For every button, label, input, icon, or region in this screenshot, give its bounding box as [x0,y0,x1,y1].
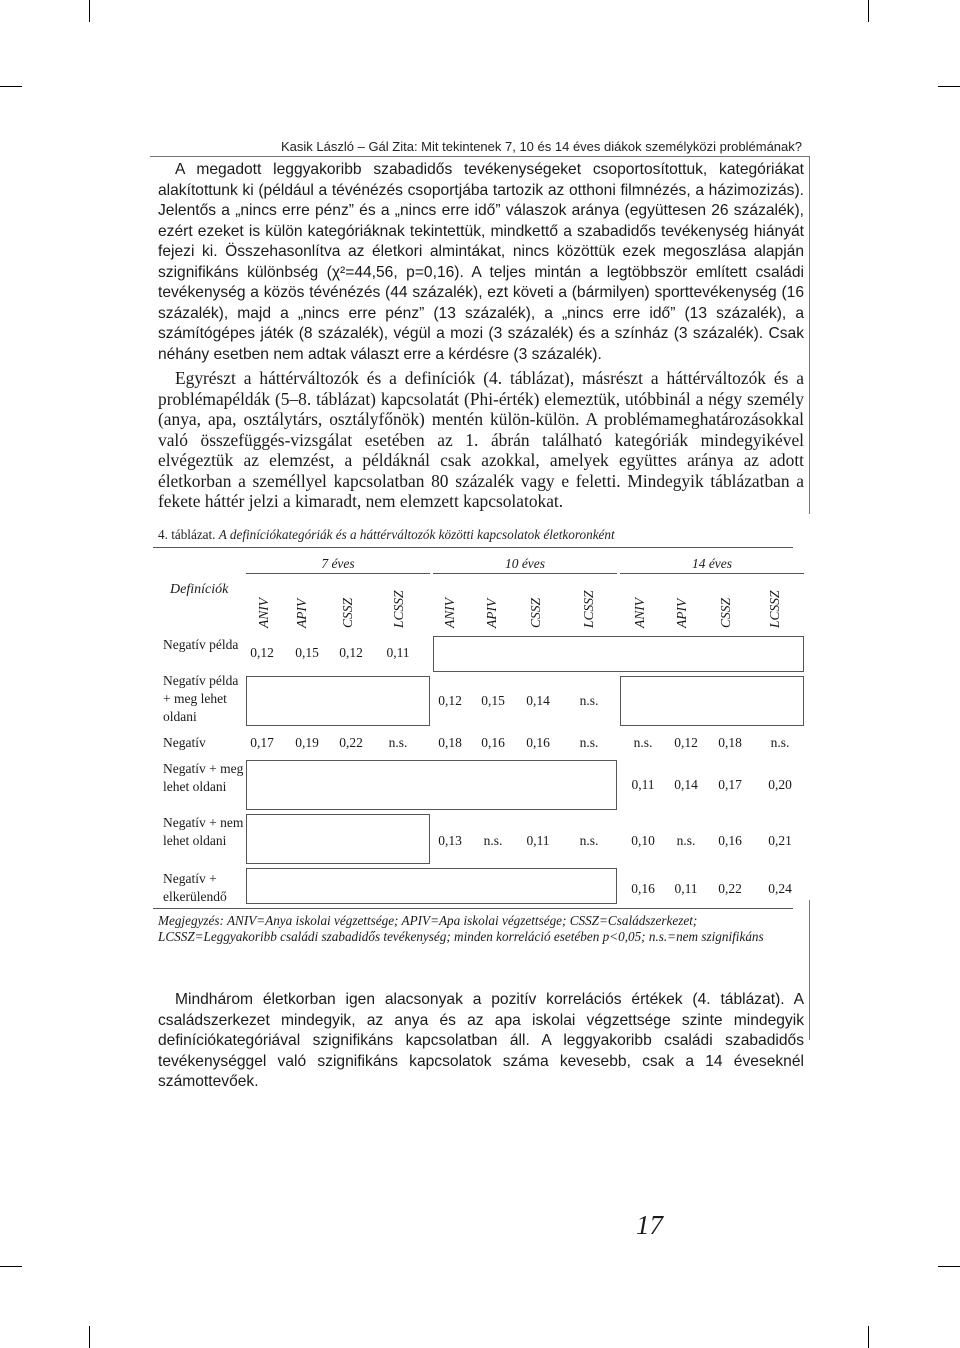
table-cell: 0,20 [768,777,792,792]
column-header: ANIV [632,598,647,628]
row-label: Negatív példa + meg lehet oldani [163,673,239,724]
crop-mark [0,86,22,87]
column-header: CSSZ [528,597,543,628]
omitted-cell-block [246,676,430,726]
table-cell: 0,15 [481,693,505,708]
table-cell: 0,11 [386,645,410,660]
omitted-cell-block [620,676,804,726]
column-header: LCSSZ [581,590,596,628]
table-cell: 0,16 [718,833,742,848]
table-caption [158,527,615,543]
column-header: ANIV [442,598,457,628]
crop-mark [938,86,960,87]
crop-mark [868,1326,869,1348]
column-header: ANIV [256,598,271,628]
column-header: CSSZ [340,597,355,628]
table-cell: 0,10 [631,833,655,848]
omitted-cell-block [433,636,804,672]
table-cell: n.s. [483,833,503,848]
table-cell: 0,16 [481,735,505,750]
table-cell: 0,18 [438,735,462,750]
age-group-7: 7 éves [321,556,355,571]
table-cell: 0,22 [339,735,363,750]
table-cell: 0,12 [339,645,363,660]
column-header: LCSSZ [767,590,782,628]
table-cell: 0,11 [631,777,655,792]
table-cell: 0,16 [526,735,550,750]
table-cell: 0,22 [718,881,742,896]
table-cell: n.s. [579,735,599,750]
omitted-cell-block [246,760,617,810]
table-top-rule [153,547,793,548]
table-cell: 0,16 [631,881,655,896]
crop-mark [89,0,90,22]
column-header: CSSZ [718,597,733,628]
body-paragraph-2: Egyrészt a háttérváltozók és a definíciók (4. táblázat), másrészt a háttérváltozók és a problémapéldák (5–8. táblázat) kapcsolatát (Phi-érték) elemeztük, utóbbinál a négy személy (anya, apa, osztálytárs, osztályfőnök) mentén külön-külön. A problémameghatározásokkal való összefüggés-vizsgálat esetében az 1. ábrán található kategóriák mindegyikével elvégeztük az elemzést, a példáknál csak azokkal, amelyek együttes aránya az adott életkorban a személlyel kapcsolatban 80 százalék vagy e feletti. Mindegyik táblázatban a fekete háttér jelzi a kimaradt, nem elemzett kapcsolatokat. [158,368,804,511]
table-cell: 0,17 [718,777,742,792]
table-cell: 0,24 [768,881,792,896]
table-cell: n.s. [579,693,599,708]
table-cell: 0,12 [674,735,698,750]
margin-rule [809,156,810,514]
table-cell: 0,18 [718,735,742,750]
group-rule [433,573,617,574]
table-cell: 0,12 [250,645,274,660]
crop-mark [938,1266,960,1267]
crop-mark [868,0,869,22]
table-corner-label: Definíciók [170,582,229,597]
table-cell: n.s. [388,735,408,750]
table-cell: 0,19 [295,735,319,750]
table-caption-number: 4. táblázat. [158,527,216,542]
table-cell: 0,17 [250,735,274,750]
crop-mark [0,1266,22,1267]
group-rule [620,573,804,574]
omitted-cell-block [246,814,430,864]
table-cell: n.s. [770,735,790,750]
header-rule [150,156,809,157]
table-caption-title: A definíciókategóriák és a háttérváltozók közötti kapcsolatok életkoronként [218,527,615,542]
table-cell: n.s. [676,833,696,848]
group-rule [246,573,430,574]
margin-rule [809,900,810,1040]
running-header: Kasik László – Gál Zita: Mit tekintenek 7, 10 és 14 éves diákok személyközi problémának? [281,139,802,154]
column-header: APIV [484,598,499,628]
body-paragraph-1: A megadott leggyakoribb szabadidős tevékenységeket csoportosítottuk, kategóriákat alakítottunk ki (például a tévénézés csoportjába tartozik az otthoni filmnézés, a házimozizás). Jelentős a „nincs erre pénz” és a „nincs erre idő” válaszok aránya (együttesen 26 százalék), ezért ezeket is külön kategóriáknak tekintettük, mindkettő a szabadidős tevékenység hiányát fejezi ki. Összehasonlítva az életkori almintákat, nincs közöttük ezek megoszlása alapján szignifikáns különbség (χ²=44,56, p=0,16). A teljes mintán a legtöbbször említett családi tevékenység a közös tévénézés (44 százalék), ezt követi a (bármilyen) sporttevékenység (16 százalék), majd a „nincs erre pénz” (13 százalék), a „nincs erre idő” (13 százalék), a számítógépes játék (8 százalék), végül a mozi (3 százalék) és a színház (3 százalék). Csak néhány esetben nem adtak választ erre a kérdésre (3 százalék). [158,161,804,363]
row-label: Negatív [163,735,206,750]
row-label: Negatív + nem lehet oldani [163,815,244,848]
table-cell: 0,11 [674,881,698,896]
table-cell: n.s. [579,833,599,848]
column-header: LCSSZ [391,590,406,628]
body-paragraph-3: Mindhárom életkorban igen alacsonyak a pozitív korrelációs értékek (4. táblázat). A családszerkezet mindegyik, az anya és az apa iskolai végzettsége szinte mindegyik definíciókategóriával szignifikáns kapcsolatban áll. A leggyakoribb családi szabadidős tevékenységgel való szignifikáns kapcsolatok száma kevesebb, csak a 14 éveseknél számottevőek. [158,991,804,1090]
table-cell: 0,11 [526,833,550,848]
age-group-10: 10 éves [504,556,546,571]
table-cell: 0,14 [526,693,550,708]
table-bottom-rule [153,908,793,909]
table-cell: 0,15 [295,645,319,660]
crop-mark [89,1326,90,1348]
table-cell: 0,21 [768,833,792,848]
row-label: Negatív példa [163,637,239,652]
table-cell: 0,13 [438,833,462,848]
table-cell: 0,14 [674,777,698,792]
column-header: APIV [294,598,309,628]
age-group-14: 14 éves [691,556,733,571]
row-label: Negatív + meg lehet oldani [163,761,244,794]
omitted-cell-block [246,868,617,904]
table-cell: 0,12 [438,693,462,708]
table-cell: n.s. [633,735,653,750]
row-label: Negatív + elkerülendő [163,871,227,904]
column-header: APIV [674,598,689,628]
page-number: 17 [636,1210,663,1240]
table-note: Megjegyzés: ANIV=Anya iskolai végzettsége; APIV=Apa iskolai végzettsége; CSSZ=Családszerkezet; LCSSZ=Leggyakoribb családi szabadidős tevékenység; minden korreláció esetében p<0,05; n.s.=nem szignifikáns [158,913,764,945]
